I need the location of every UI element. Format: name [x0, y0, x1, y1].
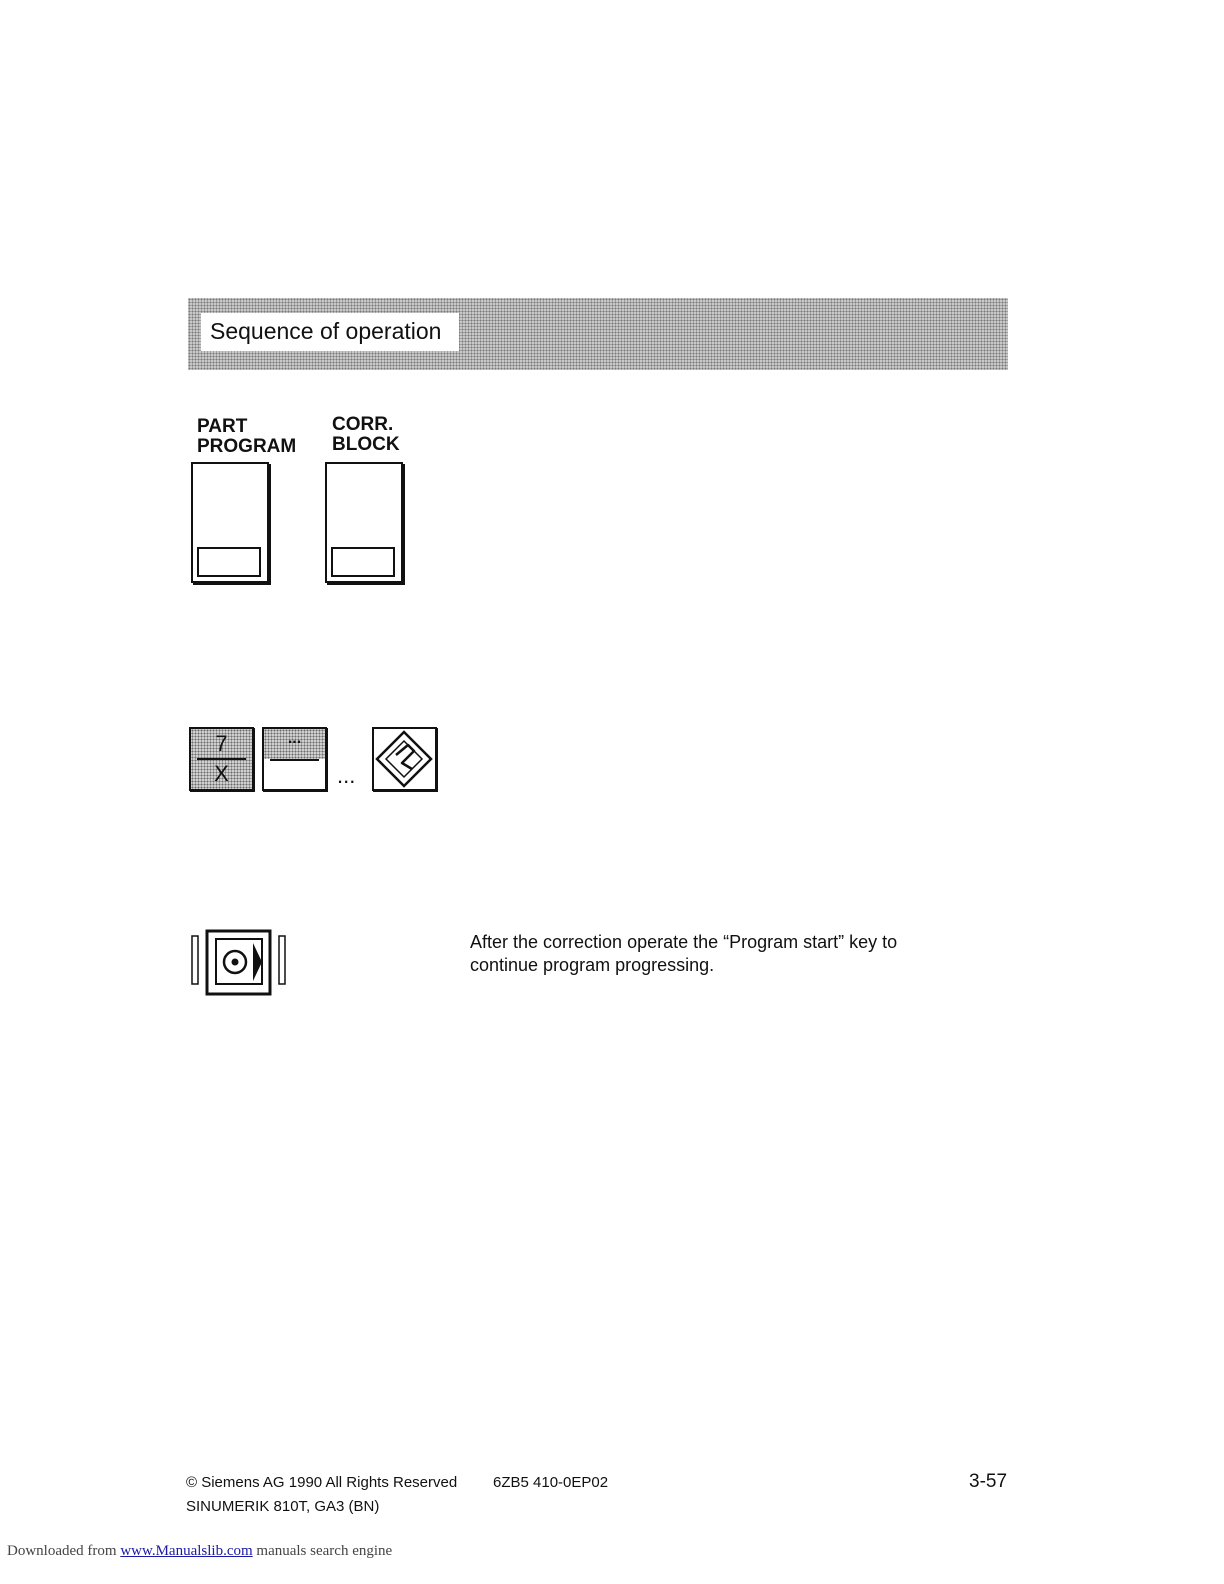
softkey-label-part-program: PART PROGRAM — [197, 416, 297, 457]
section-title: Sequence of operation — [201, 313, 459, 351]
manualslib-link[interactable]: www.Manualslib.com — [120, 1543, 253, 1559]
input-key[interactable] — [372, 727, 437, 791]
program-start-description: After the correction operate the “Program start” key to continue program progressing. — [470, 932, 898, 975]
key-7-x[interactable]: 7 X — [189, 727, 254, 791]
input-diamond-icon — [374, 729, 435, 789]
footer-product: SINUMERIK 810T, GA3 (BN) — [186, 1498, 380, 1515]
footer-copyright: © Siemens AG 1990 All Rights Reserved — [186, 1474, 458, 1491]
section-banner — [188, 298, 1008, 370]
part-program-softkey[interactable] — [191, 462, 269, 583]
softkey-label-corr-block: CORR. BLOCK — [332, 414, 400, 455]
key-dots[interactable]: ... — [262, 727, 327, 791]
program-start-icon — [190, 929, 290, 997]
download-notice: Downloaded from www.Manualslib.com manuals search engine — [7, 1543, 393, 1559]
footer-order-number: 6ZB5 410-0EP02 — [493, 1474, 609, 1491]
softkey-indicator — [197, 547, 261, 577]
page-number: 3-57 — [969, 1471, 1008, 1492]
ellipsis: ... — [337, 763, 356, 788]
corr-block-softkey[interactable] — [325, 462, 403, 583]
program-start-key[interactable] — [190, 929, 290, 997]
softkey-indicator — [331, 547, 395, 577]
